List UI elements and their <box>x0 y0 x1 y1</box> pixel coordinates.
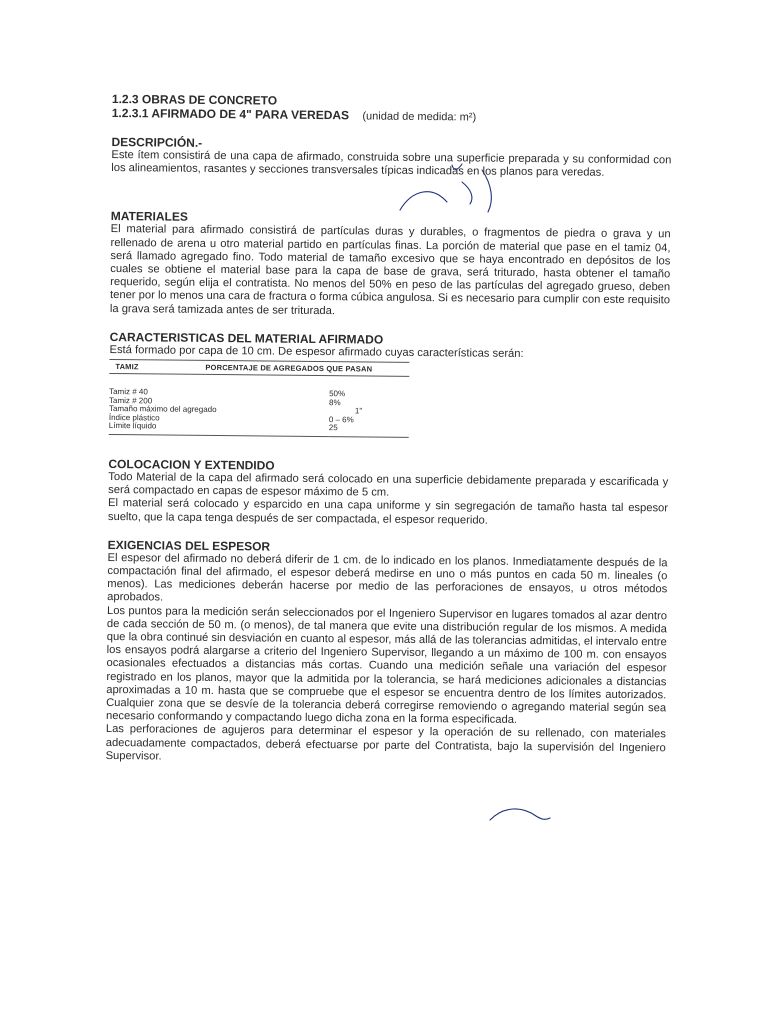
handwritten-signature-mark <box>392 160 512 220</box>
colocacion-text-1: Todo Material de la capa del afirmado será colocado en una superficie debidamente preparada y escarificada y será compactado en capas de espesor máximo de 5 cm. <box>108 470 669 499</box>
row-label: Índice plástico <box>108 412 160 423</box>
row-label: Tamaño máximo del agregado <box>108 404 217 415</box>
row-value: 25 <box>329 425 409 438</box>
tamiz-table-header <box>109 360 409 377</box>
materiales-text: El material para afirmado consistirá de partículas duras y durables, o fragmentos de piedra o grava y un rellenado de arena u otro material partido en partículas finas. La porción de material que pase en el tamiz 04, será llamado agregado fino. Todo material de tamaño excesivo que se haya encontrado en depósitos de los cuales se obtiene el material base para la capa de base de grava, será triturado, hasta obtener el tamaño requerido, según elija el contratista. No menos del 50% en peso de las partículas del agregado grueso, deben tener por lo menos una cara de fractura o forma cúbica angulosa. Si es necesario para cumplir con este requisito la grava será tamizada antes de ser triturada. <box>109 223 671 317</box>
row-label: Tamiz # 200 <box>108 395 153 406</box>
table-row <box>109 376 409 399</box>
tamiz-column-header: TAMIZ <box>115 362 139 372</box>
exigencias-text-3: Las perforaciones de agujeros para determinar el espesor y la operación de su rellenado, con materiales adecuadamente compactados, deberá efectuarse por parte del Contratista, bajo la supervisión del Ingeniero Supervisor. <box>105 723 666 763</box>
tamiz-table-body <box>109 376 410 438</box>
descripcion-title: DESCRIPCIÓN.- <box>111 134 203 150</box>
materiales-title: MATERIALES <box>110 209 188 225</box>
descripcion-text: Este ítem consistirá de una capa de afirmado, construida sobre una superficie preparada y su conformidad con los alineamientos, rasantes y secciones transversales típicas indicadas en los planos para veredas. <box>111 148 672 179</box>
tamiz-table <box>109 359 409 377</box>
row-value: 50% <box>329 389 346 399</box>
row-value: 8% <box>328 397 341 407</box>
row-value: 1" <box>354 406 363 416</box>
caracteristicas-title: CARACTERISTICAS DEL MATERIAL AFIRMADO <box>109 329 384 347</box>
unit-of-measure: (unidad de medida: m²) <box>362 110 477 124</box>
subsection-title: 1.2.3.1 AFIRMADO DE 4" PARA VEREDAS <box>111 105 350 123</box>
row-label: Tamiz # 40 <box>109 387 148 397</box>
document-body <box>106 92 672 768</box>
porcentaje-column-header: PORCENTAJE DE AGREGADOS QUE PASAN <box>205 362 373 374</box>
caracteristicas-text: Está formado por capa de 10 cm. De espesor afirmado cuyas características serán: <box>109 343 524 360</box>
exigencias-text-1: El espesor del afirmado no deberá diferir de 1 cm. de lo indicado en los planos. Inmediatamente después de la compactación final del afirmado, el espesor deberá medirse en uno o más puntos en cada 50 m. lineales (o menos). Las mediciones deberán hacerse por medio de las perforaciones de ensayos, u otros métodos aprobados. <box>107 551 668 604</box>
exigencias-text-2: Los puntos para la medición serán seleccionados por el Ingeniero Supervisor en lugares tomados al azar dentro de cada sección de 50 m. (o menos), de tal manera que evite una distribución regular de los mismos. A medida que la obra continué sin desviación en cuanto al espesor, más allá de las tolerancias admitidas, el intervalo entre los ensayos podrá alargarse a criterio del Ingeniero Supervisor, llegando a un máximo de 100 m. con ensayos ocasionales efectuados a distancias más cortas. Cuando una medición señale una variación del espesor registrado en los planos, mayor que la admitida por la tolerancia, se hará mediciones adicionales a distancias aproximadas a 10 m. hasta que se compruebe que el espesor se encuentra dentro de los límites autorizados. Cualquier zona que se desvíe de la tolerancia deberá corregirse removiendo o agregando material según sea necesario conformando y compactando luego dicha zona en la forma especificada. <box>105 604 668 727</box>
exigencias-title: EXIGENCIAS DEL ESPESOR <box>107 537 271 554</box>
row-label: Límite líquido <box>109 422 329 436</box>
colocacion-text-2: El material será colocado y esparcido en una capa uniforme y sin segregación de tamaño hasta tal espesor suelto, que la capa tenga después de ser compactada, el espesor requerido. <box>107 497 669 527</box>
colocacion-title: COLOCACION Y EXTENDIDO <box>108 456 275 473</box>
handwritten-initials-mark <box>486 802 556 826</box>
section-heading: 1.2.3 OBRAS DE CONCRETO <box>111 92 278 108</box>
row-value: 0 – 6% <box>328 414 354 425</box>
